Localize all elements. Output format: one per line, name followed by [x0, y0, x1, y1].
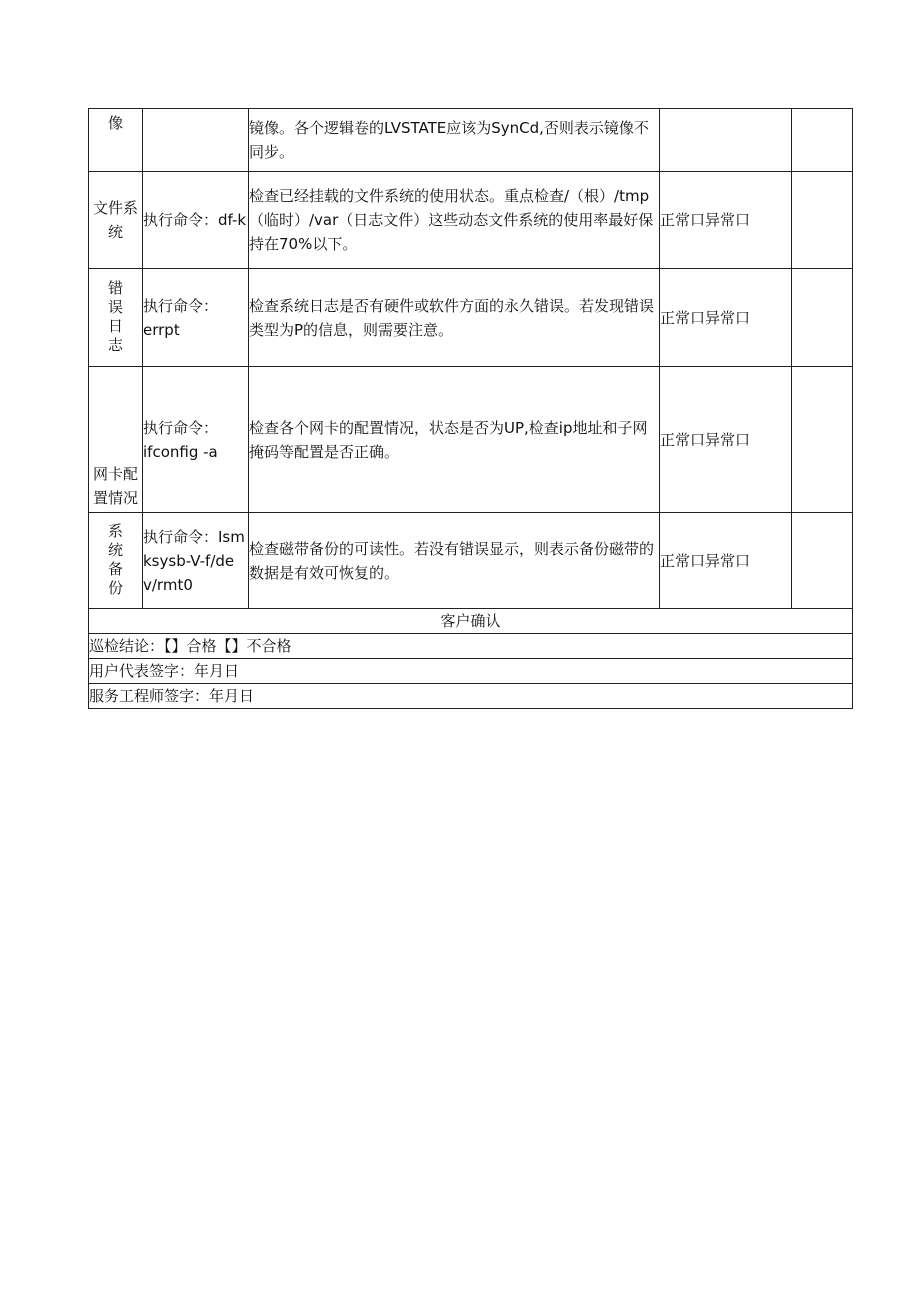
table-row: [89, 634, 853, 659]
description-cell: 镜像。各个逻辑卷的LVSTATE应该为SynCd,否则表示镜像不同步。: [249, 109, 660, 172]
remark-cell: [792, 269, 853, 367]
item-label: 错误日志: [107, 278, 123, 354]
description-cell: 检查各个网卡的配置情况，状态是否为UP,检查ip地址和子网掩码等配置是否正确。: [249, 367, 660, 513]
command-cell: 执行命令：errpt: [143, 269, 249, 367]
result-cell: 正常口异常口: [660, 172, 792, 269]
table-row: [89, 659, 853, 684]
item-label: 文件系统: [92, 199, 138, 241]
table-row: [89, 609, 853, 634]
table-row: [89, 367, 853, 513]
remark-cell: [792, 367, 853, 513]
item-cell: [89, 513, 143, 609]
command-cell: 执行命令：df-k: [143, 172, 249, 269]
table-row: [89, 269, 853, 367]
command-cell: 执行命令：ifconfig -a: [143, 367, 249, 513]
result-cell: 正常口异常口: [660, 367, 792, 513]
description-cell: 检查系统日志是否有硬件或软件方面的永久错误。若发现错误类型为P的信息，则需要注意。: [249, 269, 660, 367]
inspection-table-page: [88, 108, 852, 709]
item-label: 系统备份: [107, 521, 123, 597]
user-signature: 用户代表签字：年月日: [89, 659, 853, 684]
remark-cell: [792, 513, 853, 609]
remark-cell: [792, 172, 853, 269]
inspection-conclusion: 巡检结论：【】合格【】不合格: [89, 634, 853, 659]
item-cell: [89, 269, 143, 367]
command-cell: [143, 109, 249, 172]
table-row: [89, 109, 853, 172]
result-cell: 正常口异常口: [660, 513, 792, 609]
engineer-signature: 服务工程师签字：年月日: [89, 684, 853, 709]
remark-cell: [792, 109, 853, 172]
table-row: [89, 684, 853, 709]
item-cell: 像: [89, 109, 143, 172]
customer-confirm-title: 客户确认: [89, 609, 853, 634]
table-row: [89, 172, 853, 269]
result-cell: [660, 109, 792, 172]
table-row: [89, 513, 853, 609]
item-cell: [89, 367, 143, 513]
inspection-table: [88, 108, 853, 709]
item-label: 网卡配置情况: [92, 465, 138, 507]
item-cell: [89, 172, 143, 269]
description-cell: 检查已经挂载的文件系统的使用状态。重点检查/（根）/tmp（临时）/var（日志文件）这些动态文件系统的使用率最好保持在70%以下。: [249, 172, 660, 269]
description-cell: 检查磁带备份的可读性。若没有错误显示，则表示备份磁带的数据是有效可恢复的。: [249, 513, 660, 609]
command-cell: 执行命令：Ismksysb-V-f/dev/rmt0: [143, 513, 249, 609]
result-cell: 正常口异常口: [660, 269, 792, 367]
